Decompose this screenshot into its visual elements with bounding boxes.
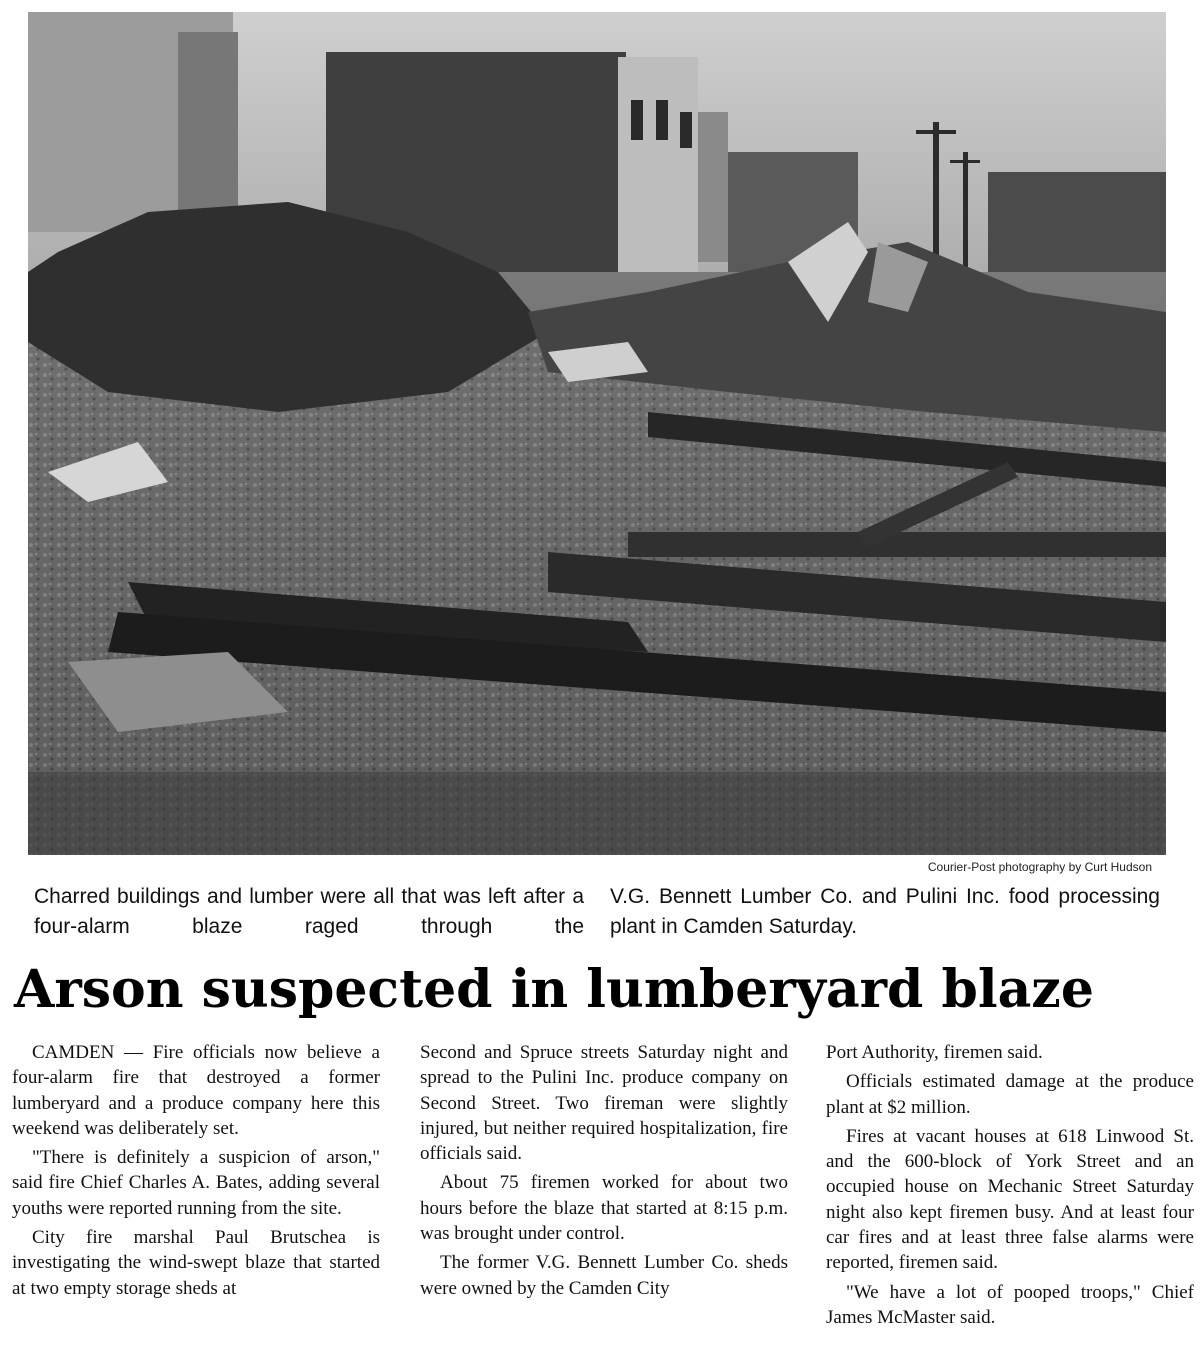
article-column-2: [420, 1040, 788, 1305]
article-column-1: [12, 1040, 380, 1305]
paragraph: The former V.G. Bennett Lumber Co. sheds were owned by the Camden City: [420, 1252, 788, 1299]
photo-caption-right: V.G. Bennett Lumber Co. and Pulini Inc. food processing plant in Camden Saturday.: [610, 885, 1160, 938]
article-column-3: [826, 1040, 1194, 1334]
paragraph: "There is definitely a suspicion of arson," said fire Chief Charles A. Bates, adding several youths were reported running from the site.: [12, 1147, 380, 1219]
photo-caption-left: Charred buildings and lumber were all that was left after a four-alarm blaze raged through the: [34, 885, 584, 938]
paragraph: "We have a lot of pooped troops," Chief James McMaster said.: [826, 1281, 1194, 1328]
paragraph: Fires at vacant houses at 618 Linwood St. and the 600-block of York Street and an occupied house on Mechanic Street Saturday night also kept firemen busy. And at least four car fires and at least three false alarms were reported, firemen said.: [826, 1125, 1194, 1274]
headline: Arson suspected in lumberyard blaze: [14, 959, 1094, 1020]
paragraph: Second and Spruce streets Saturday night and spread to the Pulini Inc. produce company on Second Street. Two fireman were slightly injured, but neither required hospitalization, fire officials said.: [420, 1042, 788, 1165]
paragraph: Port Authority, firemen said.: [826, 1042, 1043, 1063]
photo-illustration: [28, 12, 1166, 855]
news-photo: [28, 12, 1166, 855]
paragraph: Officials estimated damage at the produce plant at $2 million.: [826, 1071, 1194, 1118]
paragraph: About 75 firemen worked for about two hours before the blaze that started at 8:15 p.m. was brought under control.: [420, 1172, 788, 1245]
paragraph: CAMDEN — Fire officials now believe a four-alarm fire that destroyed a former lumberyard and a produce company here this weekend was deliberately set.: [12, 1042, 380, 1139]
paragraph: City fire marshal Paul Brutschea is investigating the wind-swept blaze that started at two empty storage sheds at: [12, 1227, 380, 1299]
photo-credit: Courier-Post photography by Curt Hudson: [927, 860, 1152, 874]
